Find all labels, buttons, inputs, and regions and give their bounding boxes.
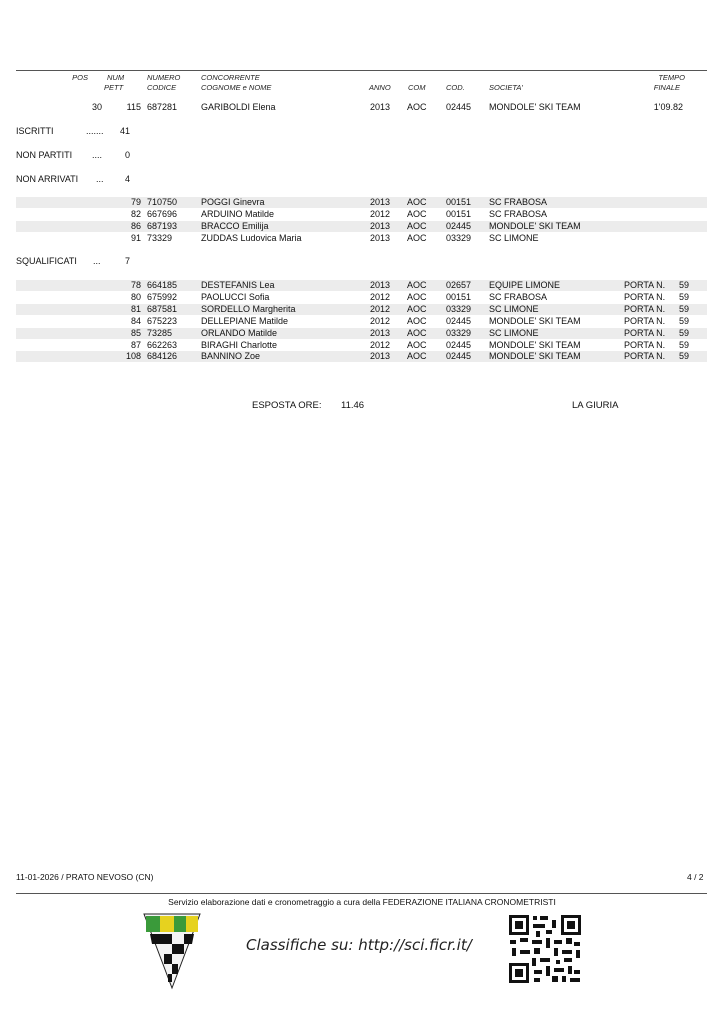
row-societa: SC FRABOSA <box>489 209 548 219</box>
table-row <box>16 304 707 315</box>
result-nome: GARIBOLDI Elena <box>201 102 276 112</box>
row-cod: 02445 <box>446 351 472 361</box>
squalificati-label: SQUALIFICATI <box>16 256 77 266</box>
row-codice: 675992 <box>147 292 178 302</box>
row-porta-n: 59 <box>678 280 689 290</box>
row-cod: 02445 <box>446 316 472 326</box>
row-cod: 02657 <box>446 280 472 290</box>
esposta-value: 11.46 <box>341 400 365 411</box>
row-codice: 710750 <box>147 197 178 207</box>
table-row <box>16 340 707 351</box>
header-com: COM <box>408 83 426 92</box>
row-com: AOC <box>407 233 427 243</box>
row-pett: 108 <box>125 351 141 361</box>
result-pett: 115 <box>126 102 141 112</box>
row-porta: PORTA N. <box>624 304 666 314</box>
non-arrivati-label: NON ARRIVATI <box>16 174 79 184</box>
row-anno: 2012 <box>370 209 391 219</box>
row-anno: 2012 <box>370 292 391 302</box>
top-rule <box>16 70 707 71</box>
row-nome: DELLEPIANE Matilde <box>201 316 289 326</box>
header-codice: CODICE <box>147 83 177 92</box>
row-pett: 79 <box>130 197 141 207</box>
row-codice: 662263 <box>147 340 178 350</box>
row-nome: POGGI Ginevra <box>201 197 265 207</box>
header-pos: POS <box>72 73 88 82</box>
table-row <box>16 316 707 327</box>
table-row <box>16 351 707 362</box>
row-societa: MONDOLE' SKI TEAM <box>489 316 581 326</box>
row-cod: 00151 <box>446 209 472 219</box>
row-nome: BANNINO Zoe <box>201 351 261 361</box>
row-cod: 03329 <box>446 233 472 243</box>
result-com: AOC <box>407 102 427 112</box>
row-com: AOC <box>407 328 427 338</box>
giuria-label: LA GIURIA <box>572 400 619 411</box>
row-anno: 2012 <box>370 304 391 314</box>
row-societa: SC FRABOSA <box>489 292 548 302</box>
non-arrivati-value: 4 <box>124 174 130 184</box>
non-partiti-value: 0 <box>124 150 130 160</box>
non-partiti-dots: .... <box>92 150 103 160</box>
row-porta: PORTA N. <box>624 340 666 350</box>
row-pett: 85 <box>130 328 141 338</box>
row-com: AOC <box>407 280 427 290</box>
table-row <box>16 221 707 232</box>
table-row <box>16 292 707 303</box>
row-pett: 81 <box>130 304 141 314</box>
row-porta-n: 59 <box>678 316 689 326</box>
header-anno: ANNO <box>369 83 391 92</box>
row-pett: 82 <box>130 209 141 219</box>
footer-date-place: 11-01-2026 / PRATO NEVOSO (CN) <box>16 872 154 882</box>
row-cod: 03329 <box>446 304 472 314</box>
row-pett: 86 <box>130 221 141 231</box>
result-anno: 2013 <box>370 102 391 112</box>
row-codice: 73329 <box>147 233 173 243</box>
row-societa: SC LIMONE <box>489 328 539 338</box>
row-porta-n: 59 <box>678 328 689 338</box>
row-anno: 2013 <box>370 221 391 231</box>
row-com: AOC <box>407 304 427 314</box>
row-codice: 73285 <box>147 328 173 338</box>
table-row <box>16 209 707 220</box>
result-row <box>16 102 707 113</box>
header-pett: PETT <box>104 83 124 92</box>
row-societa: MONDOLE' SKI TEAM <box>489 221 581 231</box>
row-societa: MONDOLE' SKI TEAM <box>489 340 581 350</box>
row-porta: PORTA N. <box>624 280 666 290</box>
header-tempo: TEMPO <box>658 73 685 82</box>
table-row <box>16 233 707 244</box>
classifiche-link[interactable]: Classifiche su: http://sci.ficr.it/ <box>246 936 472 954</box>
row-codice: 684126 <box>147 351 178 361</box>
header-cod: COD. <box>446 83 465 92</box>
row-codice: 687581 <box>147 304 178 314</box>
row-pett: 78 <box>130 280 141 290</box>
row-com: AOC <box>407 197 427 207</box>
row-nome: BRACCO Emilija <box>201 221 269 231</box>
squalificati-value: 7 <box>124 256 130 266</box>
footer-page-number: 4 / 2 <box>687 872 704 882</box>
row-cod: 00151 <box>446 292 472 302</box>
header-num: NUM <box>107 73 125 82</box>
row-nome: ARDUINO Matilde <box>201 209 275 219</box>
row-codice: 687193 <box>147 221 178 231</box>
result-cod: 02445 <box>446 102 472 112</box>
header-finale: FINALE <box>653 83 680 92</box>
row-codice: 675223 <box>147 316 178 326</box>
header-societa: SOCIETA' <box>489 83 523 92</box>
row-nome: SORDELLO Margherita <box>201 304 296 314</box>
row-porta: PORTA N. <box>624 316 666 326</box>
footer-servizio: Servizio elaborazione dati e cronometraggio a cura della FEDERAZIONE ITALIANA CRONOMETRISTI <box>168 897 556 907</box>
row-anno: 2013 <box>370 328 391 338</box>
footer-rule <box>16 893 707 894</box>
row-anno: 2013 <box>370 233 391 243</box>
row-societa: EQUIPE LIMONE <box>489 280 561 290</box>
row-nome: DESTEFANIS Lea <box>201 280 275 290</box>
result-pos: 30 <box>91 102 102 112</box>
table-row <box>16 197 707 208</box>
row-anno: 2013 <box>370 197 391 207</box>
row-com: AOC <box>407 209 427 219</box>
row-com: AOC <box>407 340 427 350</box>
header-concorrente: CONCORRENTE <box>201 73 260 82</box>
row-nome: ORLANDO Matilde <box>201 328 278 338</box>
row-com: AOC <box>407 316 427 326</box>
iscritti-dots: ....... <box>86 126 104 136</box>
row-nome: ZUDDAS Ludovica Maria <box>201 233 302 243</box>
squalificati-dots: ... <box>93 256 101 266</box>
row-anno: 2013 <box>370 280 391 290</box>
row-nome: PAOLUCCI Sofia <box>201 292 270 302</box>
row-porta-n: 59 <box>678 351 689 361</box>
row-cod: 02445 <box>446 221 472 231</box>
row-societa: MONDOLE' SKI TEAM <box>489 351 581 361</box>
row-porta-n: 59 <box>678 292 689 302</box>
row-nome: BIRAGHI Charlotte <box>201 340 278 350</box>
row-pett: 91 <box>130 233 141 243</box>
iscritti-value: 41 <box>119 126 130 136</box>
row-porta: PORTA N. <box>624 292 666 302</box>
non-arrivati-dots: ... <box>96 174 104 184</box>
header-cognome-nome: COGNOME e NOME <box>201 83 272 92</box>
qr-code-icon <box>508 914 582 984</box>
row-com: AOC <box>407 351 427 361</box>
iscritti-label: ISCRITTI <box>16 126 54 136</box>
row-com: AOC <box>407 221 427 231</box>
ficr-logo-icon <box>142 912 202 990</box>
row-codice: 664185 <box>147 280 178 290</box>
row-pett: 80 <box>130 292 141 302</box>
row-com: AOC <box>407 292 427 302</box>
non-partiti-label: NON PARTITI <box>16 150 73 160</box>
row-porta-n: 59 <box>678 340 689 350</box>
header-numero: NUMERO <box>147 73 181 82</box>
row-codice: 667696 <box>147 209 178 219</box>
row-societa: SC FRABOSA <box>489 197 548 207</box>
row-porta: PORTA N. <box>624 328 666 338</box>
esposta-label: ESPOSTA ORE: <box>252 400 322 411</box>
result-societa: MONDOLE' SKI TEAM <box>489 102 581 112</box>
result-tempo: 1'09.82 <box>653 102 683 112</box>
row-cod: 02445 <box>446 340 472 350</box>
table-row <box>16 280 707 291</box>
row-pett: 84 <box>130 316 141 326</box>
row-porta: PORTA N. <box>624 351 666 361</box>
row-societa: SC LIMONE <box>489 233 539 243</box>
result-codice: 687281 <box>147 102 178 112</box>
row-anno: 2012 <box>370 340 391 350</box>
table-row <box>16 328 707 339</box>
row-cod: 03329 <box>446 328 472 338</box>
row-pett: 87 <box>130 340 141 350</box>
row-cod: 00151 <box>446 197 472 207</box>
row-anno: 2013 <box>370 351 391 361</box>
row-porta-n: 59 <box>678 304 689 314</box>
row-anno: 2012 <box>370 316 391 326</box>
row-societa: SC LIMONE <box>489 304 539 314</box>
